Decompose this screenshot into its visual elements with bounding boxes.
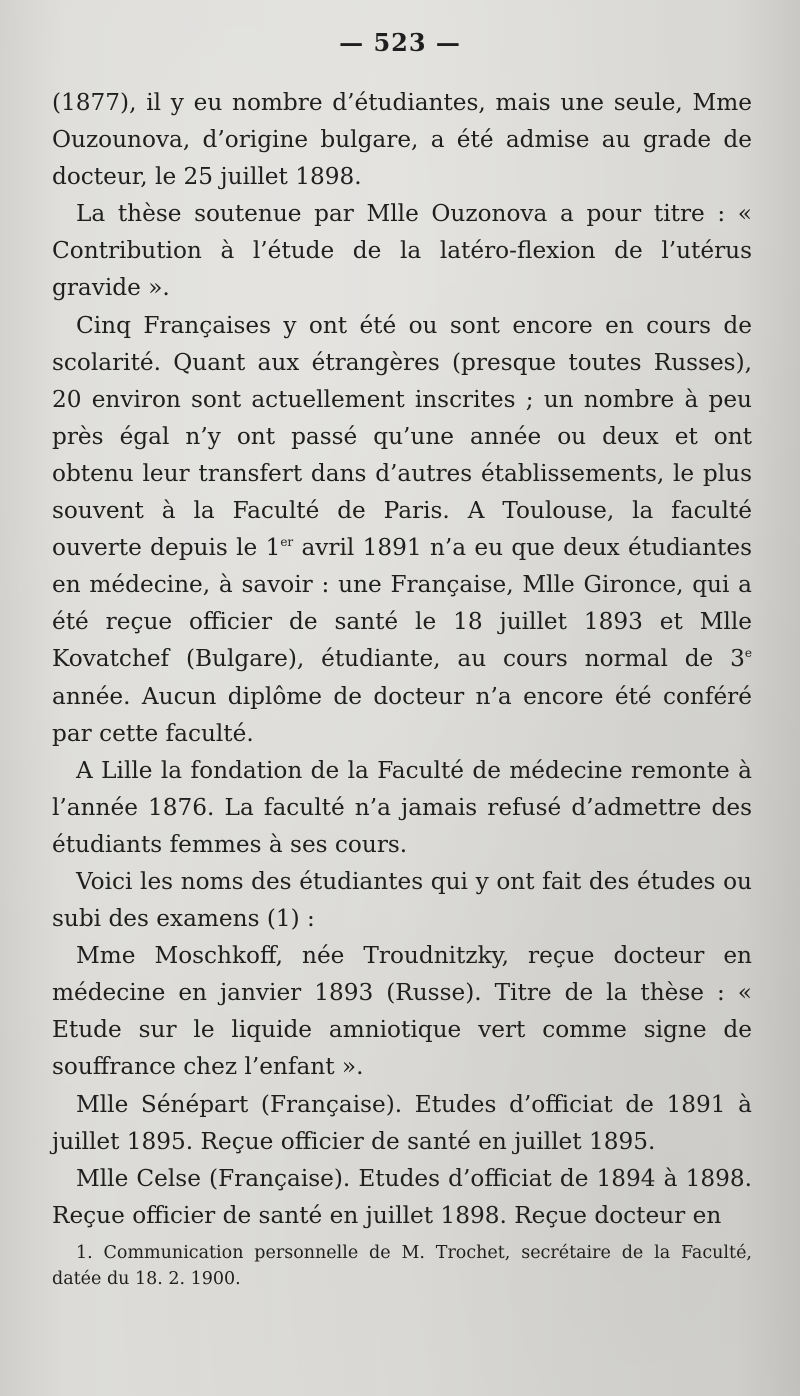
superscript-er: er <box>280 535 294 550</box>
paragraph-2: La thèse soutenue par Mlle Ouzonova a pour titre : « Contribution à l’étude de la latéro-flexion de l’utérus gravide ». <box>52 200 752 302</box>
body-text <box>52 84 752 1234</box>
superscript-e: e <box>744 646 752 661</box>
paragraph-3-part-2: avril 1891 n’a eu que deux étudiantes en médecine, à savoir : une Française, Mlle Gironce, qui a été reçue officier de santé le 18 juillet 1893 et Mlle Kovatchef (Bulgare), étudiante, au cours normal de 3 <box>52 534 752 673</box>
footnote-text: 1. Communication personnelle de M. Trochet, secrétaire de la Faculté, datée du 18. 2. 1900. <box>52 1243 752 1289</box>
paragraph-7: Mlle Sénépart (Française). Etudes d’officiat de 1891 à juillet 1895. Reçue officier de santé en juillet 1895. <box>52 1090 752 1155</box>
footnote <box>52 1240 752 1292</box>
paragraph-8: Mlle Celse (Française). Etudes d’officiat de 1894 à 1898. Reçue officier de santé en juillet 1898. Reçue docteur en <box>52 1164 752 1229</box>
paragraph-5: Voici les noms des étudiantes qui y ont fait des études ou subi des examens (1) : <box>52 867 752 933</box>
paragraph-3-part-1: Cinq Françaises y ont été ou sont encore en cours de scolarité. Quant aux étrangères (presque toutes Russes), 20 environ sont actuellement inscrites ; un nombre à peu près égal n’y ont passé qu’une année ou deux et ont obtenu leur transfert dans d’autres établissements, le plus souvent à la Faculté de Paris. A Toulouse, la faculté ouverte depuis le 1 <box>52 311 752 562</box>
page-number: — 523 — <box>339 28 461 57</box>
paragraph-6: Mme Moschkoff, née Troudnitzky, reçue docteur en médecine en janvier 1893 (Russe). Titre de la thèse : « Etude sur le liquide amniotique vert comme signe de souffrance chez l’enfant ». <box>52 942 752 1081</box>
paragraph-3 <box>52 307 752 752</box>
paragraph-3-part-3: année. Aucun diplôme de docteur n’a encore été conféré par cette faculté. <box>52 682 752 747</box>
paragraph-1: (1877), il y eu nombre d’étudiantes, mais une seule, Mme Ouzounova, d’origine bulgare, a été admise au grade de docteur, le 25 juillet 1898. <box>52 89 752 191</box>
paragraph-4: A Lille la fondation de la Faculté de médecine remonte à l’année 1876. La faculté n’a jamais refusé d’admettre des étudiants femmes à ses cours. <box>52 756 752 858</box>
